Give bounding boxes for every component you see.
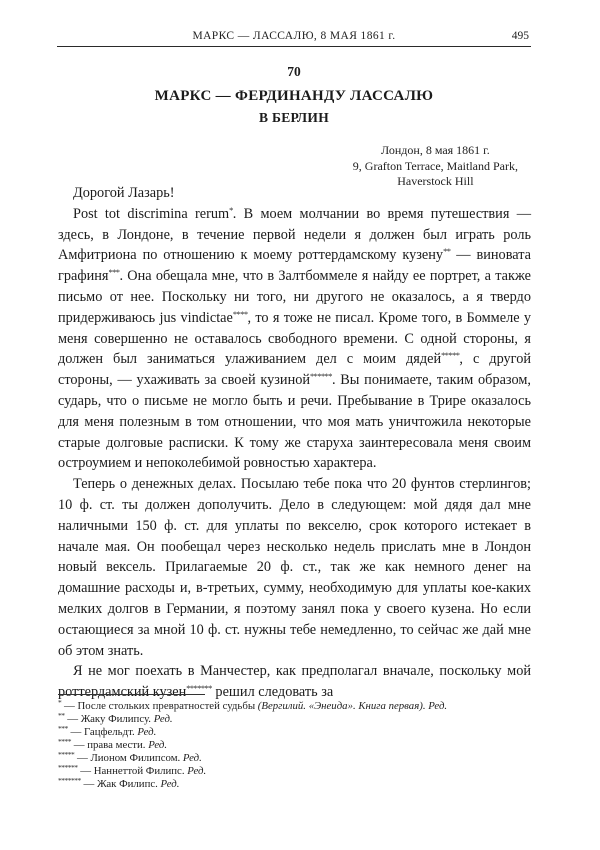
footnote-symbol: * <box>58 698 62 707</box>
footnote-symbol: ****** <box>58 763 78 772</box>
letter-number: 70 <box>287 64 301 79</box>
footnote-marker: ** <box>443 246 451 257</box>
footnote-marker: ******* <box>186 683 212 694</box>
running-header <box>57 30 531 42</box>
letter-title: МАРКС — ФЕРДИНАНДУ ЛАССАЛЮ <box>154 88 434 104</box>
text-run: . В моем молчании во время путешествия — здесь, в Лондоне, в течение первой недели я должен был играть роль Амфитриона по отношению к моему роттердамскому кузену <box>58 205 531 264</box>
footnote <box>58 752 538 765</box>
footnote-marker: * <box>229 204 233 215</box>
text-run: — После стольких превратностей судьбы <box>63 700 258 712</box>
footnote-marker: ***** <box>441 350 460 361</box>
footnote-marker: ****** <box>310 371 332 382</box>
paragraph-list <box>58 204 531 703</box>
text-run: , с другой стороны, — ухаживать за своей кузиной <box>58 351 531 389</box>
italic-text: Ред. <box>182 752 202 764</box>
header-rule <box>57 46 531 47</box>
footnote <box>58 765 538 778</box>
text-run: , то я тоже не писал. Кроме того, в Боммеле у меня совершенно не оставалось свободного времени. С одной стороны, я должен был заниматься улаживанием дел с моим дядей <box>58 309 531 368</box>
text-run: — Жаку Филипсу. <box>67 713 154 725</box>
salutation: Дорогой Лазарь! <box>73 185 175 201</box>
text-run: решил следовать за <box>211 684 334 701</box>
footnote-symbol: ** <box>58 711 65 720</box>
footnote-symbol: ******* <box>58 776 81 785</box>
text-run: Теперь о денежных делах. Посылаю тебе пока что 20 фунтов стерлингов; 10 ф. ст. ты должен дополучить. Дело в следующем: мой дядя дал мне наличными 150 ф. ст. для уплаты по векселю, срок которого истекает в начале мая. Он пообещал через несколько недель прислать мне в Лондон новый вексель. Прилагаемые 20 ф. ст., так же как немного денег на домашние расходы и, в-третьих, сумму, необходимую для уплаты кое-каких мелких долгов в Германии, я поэтому занял пока у своего кузена. Но если остающиеся за мной 10 ф. ст. нужны тебе немедленно, то сейчас же дай мне об этом знать. <box>58 476 531 659</box>
italic-text: Ред. <box>148 739 168 751</box>
italic-text: (Вергилий. «Энеида». Книга первая). Ред. <box>257 700 448 712</box>
dateline-line: 9, Grafton Terrace, Maitland Park, <box>352 158 518 173</box>
italic-text: Ред. <box>137 726 157 738</box>
footnote-symbol: *** <box>58 724 68 733</box>
footnote-symbol: **** <box>58 737 71 746</box>
footnote <box>58 726 538 739</box>
text-run: — Гацфельдт. <box>70 726 138 738</box>
italic-text: Ред. <box>160 778 180 790</box>
italic-text: Ред. <box>187 765 207 777</box>
text-run: — Жак Филипс. <box>83 778 161 790</box>
footnote-rule <box>58 694 205 695</box>
text-run: Я не мог поехать в Манчестер, как предполагал вначале, поскольку мой роттердамский кузен <box>58 663 531 701</box>
footnote-list <box>58 700 538 791</box>
text-run: — виновата графиня <box>58 247 532 285</box>
footnote-marker: *** <box>108 267 120 278</box>
text-run: — Лионом Филипсом. <box>76 752 183 764</box>
running-header-title: МАРКС — ЛАССАЛЮ, 8 МАЯ 1861 г. <box>192 30 396 42</box>
footnote <box>58 739 538 752</box>
text-run: — Наннеттой Филипс. <box>80 765 188 777</box>
footnote-marker: **** <box>232 308 248 319</box>
footnote-symbol: ***** <box>58 750 75 759</box>
footnotes <box>58 694 538 791</box>
text-run: — права мести. <box>73 739 149 751</box>
letter-subtitle: В БЕРЛИН <box>259 110 329 125</box>
paragraph <box>58 474 531 661</box>
footnote <box>58 713 538 726</box>
paragraph <box>58 204 531 474</box>
footnote <box>58 778 538 791</box>
footnote <box>58 700 538 713</box>
text-run: . Вы понимаете, таким образом, сударь, что о письме не могло быть и речи. Пребывание в Трире оказалось для меня полезным в том отношении, что моя мать уничтожила некоторые старые долговые расписки. К тому же старуха заинтересовала меня своим остроумием и непоколебимой ровностью характера. <box>58 372 531 472</box>
text-run: Post tot discrimina rerum <box>73 205 230 222</box>
text-run: . Она обещала мне, что в Залтбоммеле я найду ее портрет, а также письмо от нее. Поскольку ни того, ни другого не оказалось, а я твердо придерживаюсь jus vindictae <box>58 268 531 326</box>
dateline-line: Лондон, 8 мая 1861 г. <box>381 143 490 157</box>
page-number: 495 <box>511 30 529 42</box>
italic-text: Ред. <box>153 713 173 725</box>
letter-body <box>58 183 531 703</box>
dateline-line: Haverstock Hill <box>397 174 474 188</box>
